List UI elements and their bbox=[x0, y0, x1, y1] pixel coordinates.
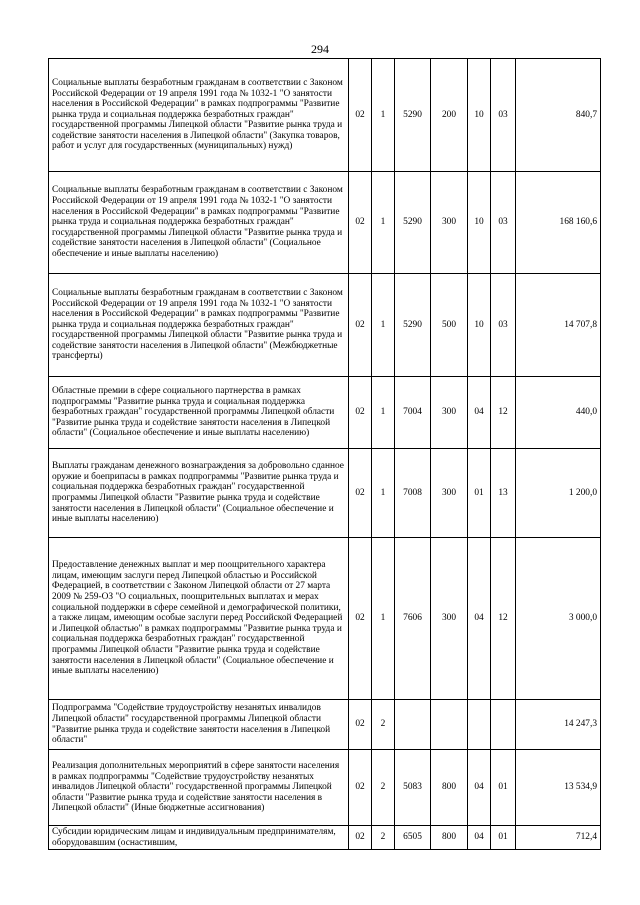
cell-program: 02 bbox=[349, 826, 372, 850]
cell-subprogram: 1 bbox=[372, 377, 395, 449]
cell-subprogram: 2 bbox=[372, 700, 395, 750]
budget-table bbox=[48, 58, 601, 850]
cell-subsection: 01 bbox=[491, 826, 516, 850]
cell-article bbox=[395, 700, 431, 750]
row-name: Выплаты гражданам денежного вознаграждения за добровольно сданное оружие и боеприпасы в рамках подпрограммы "Развитие рынка труда и социальная поддержка безработных граждан" государственной программы Липецкой области "Развитие рынка труда и содействие занятости населения в Липецкой области" (Социальное обеспечение и иные выплаты населению) bbox=[49, 449, 349, 538]
cell-section: 01 bbox=[468, 449, 491, 538]
row-name: Областные премии в сфере социального партнерства в рамках подпрограммы "Развитие рынка труда и социальная поддержка безработных граждан" государственной программы Липецкой области "Развитие рынка труда и содействие занятости населения в Липецкой области" (Социальное обеспечение и иные выплаты населению) bbox=[49, 377, 349, 449]
table-row bbox=[49, 700, 601, 750]
cell-subsection: 03 bbox=[491, 274, 516, 377]
table-row bbox=[49, 826, 601, 850]
cell-subsection: 12 bbox=[491, 377, 516, 449]
cell-subprogram: 2 bbox=[372, 826, 395, 850]
cell-section: 10 bbox=[468, 172, 491, 274]
cell-subprogram: 1 bbox=[372, 172, 395, 274]
cell-section: 04 bbox=[468, 538, 491, 700]
row-name: Социальные выплаты безработным гражданам в соответствии с Законом Российской Федерации от 19 апреля 1991 года № 1032-1 "О занятости населения в Российской Федерации" в рамках подпрограммы "Развитие рынка труда и социальная поддержка безработных граждан" государственной программы Липецкой области "Развитие рынка труда и содействие занятости населения в Липецкой области" (Социальное обеспечение и иные выплаты населению) bbox=[49, 172, 349, 274]
cell-section: 10 bbox=[468, 274, 491, 377]
cell-sum: 168 160,6 bbox=[516, 172, 601, 274]
cell-sum: 440,0 bbox=[516, 377, 601, 449]
cell-program: 02 bbox=[349, 377, 372, 449]
cell-article: 7606 bbox=[395, 538, 431, 700]
cell-article: 5290 bbox=[395, 274, 431, 377]
cell-expense-type: 200 bbox=[431, 59, 468, 172]
cell-section: 04 bbox=[468, 750, 491, 826]
cell-sum: 14 247,3 bbox=[516, 700, 601, 750]
cell-expense-type: 500 bbox=[431, 274, 468, 377]
cell-program: 02 bbox=[349, 700, 372, 750]
row-name: Реализация дополнительных мероприятий в сфере занятости населения в рамках подпрограммы "Содействие трудоустройству незанятых инвалидов Липецкой области" государственной программы Липецкой области "Развитие рынка труда и содействие занятости населения в Липецкой области" (Иные бюджетные ассигнования) bbox=[49, 750, 349, 826]
cell-program: 02 bbox=[349, 449, 372, 538]
table-row bbox=[49, 274, 601, 377]
cell-subsection: 12 bbox=[491, 538, 516, 700]
cell-expense-type: 300 bbox=[431, 172, 468, 274]
table-row bbox=[49, 449, 601, 538]
cell-program: 02 bbox=[349, 750, 372, 826]
cell-program: 02 bbox=[349, 172, 372, 274]
cell-article: 5290 bbox=[395, 172, 431, 274]
cell-subsection: 01 bbox=[491, 750, 516, 826]
cell-section: 04 bbox=[468, 826, 491, 850]
cell-expense-type: 800 bbox=[431, 750, 468, 826]
cell-article: 7004 bbox=[395, 377, 431, 449]
cell-section: 10 bbox=[468, 59, 491, 172]
row-name: Социальные выплаты безработным гражданам в соответствии с Законом Российской Федерации от 19 апреля 1991 года № 1032-1 "О занятости населения в Российской Федерации" в рамках подпрограммы "Развитие рынка труда и социальная поддержка безработных граждан" государственной программы Липецкой области "Развитие рынка труда и содействие занятости населения в Липецкой области" (Закупка товаров, работ и услуг для государственных (муниципальных) нужд) bbox=[49, 59, 349, 172]
cell-sum: 13 534,9 bbox=[516, 750, 601, 826]
cell-subprogram: 1 bbox=[372, 274, 395, 377]
cell-article: 6505 bbox=[395, 826, 431, 850]
cell-sum: 1 200,0 bbox=[516, 449, 601, 538]
table-row bbox=[49, 377, 601, 449]
cell-expense-type: 300 bbox=[431, 538, 468, 700]
table-row bbox=[49, 750, 601, 826]
cell-article: 7008 bbox=[395, 449, 431, 538]
cell-sum: 712,4 bbox=[516, 826, 601, 850]
cell-subsection bbox=[491, 700, 516, 750]
cell-subprogram: 1 bbox=[372, 59, 395, 172]
cell-sum: 840,7 bbox=[516, 59, 601, 172]
row-name: Субсидии юридическим лицам и индивидуальным предпринимателям, оборудовавшим (оснастившим, bbox=[49, 826, 349, 850]
cell-article: 5083 bbox=[395, 750, 431, 826]
cell-sum: 3 000,0 bbox=[516, 538, 601, 700]
row-name: Предоставление денежных выплат и мер поощрительного характера лицам, имеющим заслуги перед Липецкой областью и Российской Федерацией, в соответствии с Законом Липецкой области от 27 марта 2009 № 259-ОЗ "О социальных, поощрительных выплатах и мерах социальной поддержки в сфере семейной и демографической политики, а также лицам, имеющим особые заслуги перед Российской Федерацией и Липецкой областью" в рамках подпрограммы "Развитие рынка труда и социальная поддержка безработных граждан" государственной программы Липецкой области "Развитие рынка труда и содействие занятости населения в Липецкой области" (Социальное обеспечение и иные выплаты населению) bbox=[49, 538, 349, 700]
cell-subsection: 13 bbox=[491, 449, 516, 538]
cell-expense-type: 300 bbox=[431, 377, 468, 449]
row-name: Подпрограмма "Содействие трудоустройству незанятых инвалидов Липецкой области" государственной программы Липецкой области "Развитие рынка труда и содействие занятости населения в Липецкой области" bbox=[49, 700, 349, 750]
table-row bbox=[49, 538, 601, 700]
table-row bbox=[49, 59, 601, 172]
cell-program: 02 bbox=[349, 59, 372, 172]
cell-article: 5290 bbox=[395, 59, 431, 172]
row-name: Социальные выплаты безработным гражданам в соответствии с Законом Российской Федерации от 19 апреля 1991 года № 1032-1 "О занятости населения в Российской Федерации" в рамках подпрограммы "Развитие рынка труда и социальная поддержка безработных граждан" государственной программы Липецкой области "Развитие рынка труда и содействие занятости населения в Липецкой области" (Межбюджетные трансферты) bbox=[49, 274, 349, 377]
cell-section: 04 bbox=[468, 377, 491, 449]
cell-program: 02 bbox=[349, 274, 372, 377]
cell-subsection: 03 bbox=[491, 172, 516, 274]
cell-sum: 14 707,8 bbox=[516, 274, 601, 377]
cell-program: 02 bbox=[349, 538, 372, 700]
cell-subprogram: 2 bbox=[372, 750, 395, 826]
cell-section bbox=[468, 700, 491, 750]
cell-expense-type: 300 bbox=[431, 449, 468, 538]
table-row bbox=[49, 172, 601, 274]
cell-subprogram: 1 bbox=[372, 449, 395, 538]
cell-subprogram: 1 bbox=[372, 538, 395, 700]
page-number: 294 bbox=[311, 42, 329, 56]
cell-subsection: 03 bbox=[491, 59, 516, 172]
cell-expense-type: 800 bbox=[431, 826, 468, 850]
cell-expense-type bbox=[431, 700, 468, 750]
